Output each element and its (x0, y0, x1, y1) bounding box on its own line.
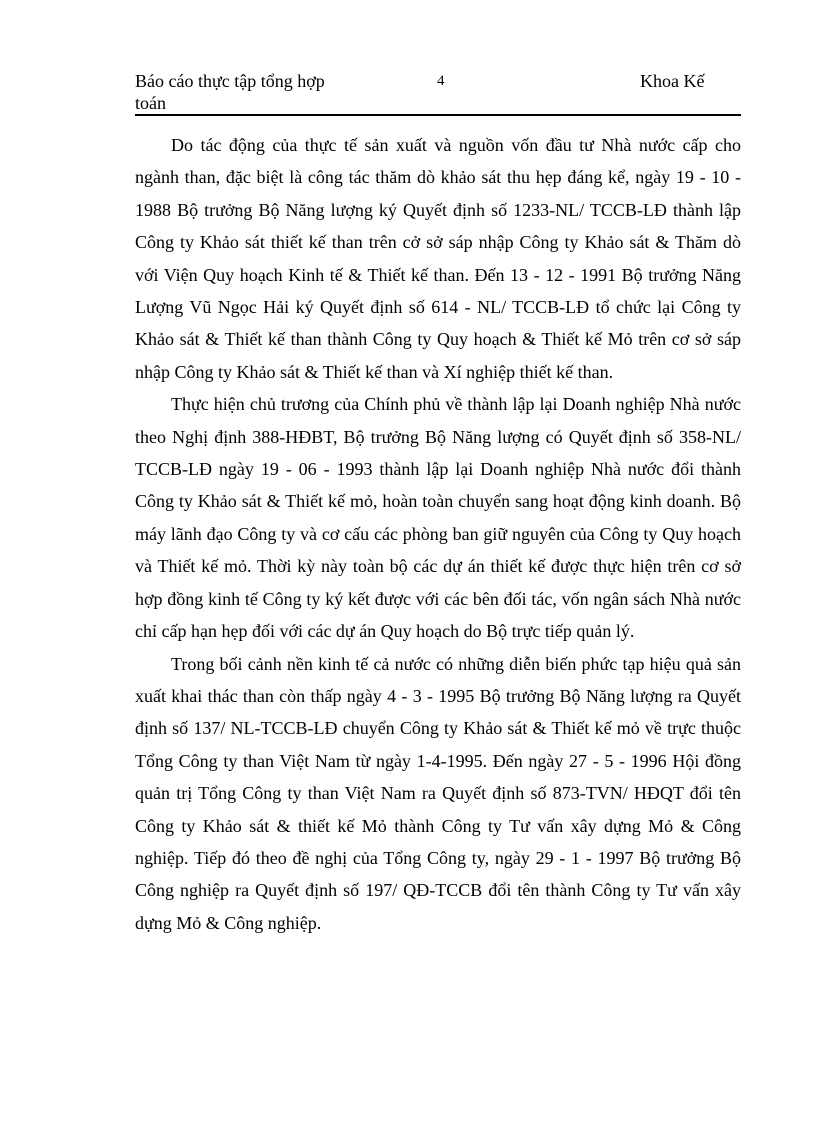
paragraph-3: Trong bối cảnh nền kinh tế cả nước có những diễn biến phức tạp hiệu quả sản xuất khai thác than còn thấp ngày 4 - 3 - 1995 Bộ trưởng Bộ Năng lượng ra Quyết định số 137/ NL-TCCB-LĐ chuyển Công ty Khảo sát & Thiết kế mỏ về trực thuộc Tổng Công ty than Việt Nam từ ngày 1-4-1995. Đến ngày 27 - 5 - 1996 Hội đồng quản trị Tổng Công ty than Việt Nam ra Quyết định số 873-TVN/ HĐQT đổi tên Công ty Khảo sát & thiết kế Mỏ thành Công ty Tư vấn xây dựng Mỏ & Công nghiệp. Tiếp đó theo đề nghị của Tổng Công ty, ngày 29 - 1 - 1997 Bộ trưởng Bộ Công nghiệp ra Quyết định số 197/ QĐ-TCCB đổi tên thành Công ty Tư vấn xây dựng Mỏ & Công nghiệp. (135, 653, 741, 933)
document-body (135, 129, 741, 939)
paragraph-2: Thực hiện chủ trương của Chính phủ về thành lập lại Doanh nghiệp Nhà nước theo Nghị định 388-HĐBT, Bộ trưởng Bộ Năng lượng có Quyết định số 358-NL/ TCCB-LĐ ngày 19 - 06 - 1993 thành lập lại Doanh nghiệp Nhà nước đổi thành Công ty Khảo sát & Thiết kế mỏ, hoàn toàn chuyển sang hoạt động kinh doanh. Bộ máy lãnh đạo Công ty và cơ cấu các phòng ban giữ nguyên của Công ty Quy hoạch và Thiết kế mỏ. Thời kỳ này toàn bộ các dự án thiết kế được thực hiện trên cơ sở hợp đồng kinh tế Công ty ký kết được với các bên đối tác, vốn ngân sách Nhà nước chỉ cấp hạn hẹp đối với các dự án Quy hoạch do Bộ trực tiếp quản lý. (135, 394, 741, 642)
paragraph-1: Do tác động của thực tế sản xuất và nguồn vốn đầu tư Nhà nước cấp cho ngành than, đặc biệt là công tác thăm dò khảo sát thu hẹp đáng kể, ngày 19 - 10 - 1988 Bộ trưởng Bộ Năng lượng ký Quyết định số 1233-NL/ TCCB-LĐ thành lập Công ty Khảo sát thiết kế than trên cở sở sáp nhập Công ty Khảo sát & Thăm dò với Viện Quy hoạch Kinh tế & Thiết kế than. Đến 13 - 12 - 1991 Bộ trưởng Năng Lượng Vũ Ngọc Hải ký Quyết định số 614 - NL/ TCCB-LĐ tổ chức lại Công ty Khảo sát & Thiết kế than thành Công ty Quy hoạch & Thiết kế Mỏ trên cơ sở sáp nhập Công ty Khảo sát & Thiết kế than và Xí nghiệp thiết kế than. (135, 135, 741, 382)
page-number: 4 (437, 73, 445, 89)
page-header (135, 70, 741, 116)
report-title (135, 70, 375, 114)
report-title-line-1: Báo cáo thực tập tổng hợp (135, 71, 325, 91)
department-name: Khoa Kế (640, 71, 705, 91)
report-title-line-2: toán (135, 93, 166, 113)
